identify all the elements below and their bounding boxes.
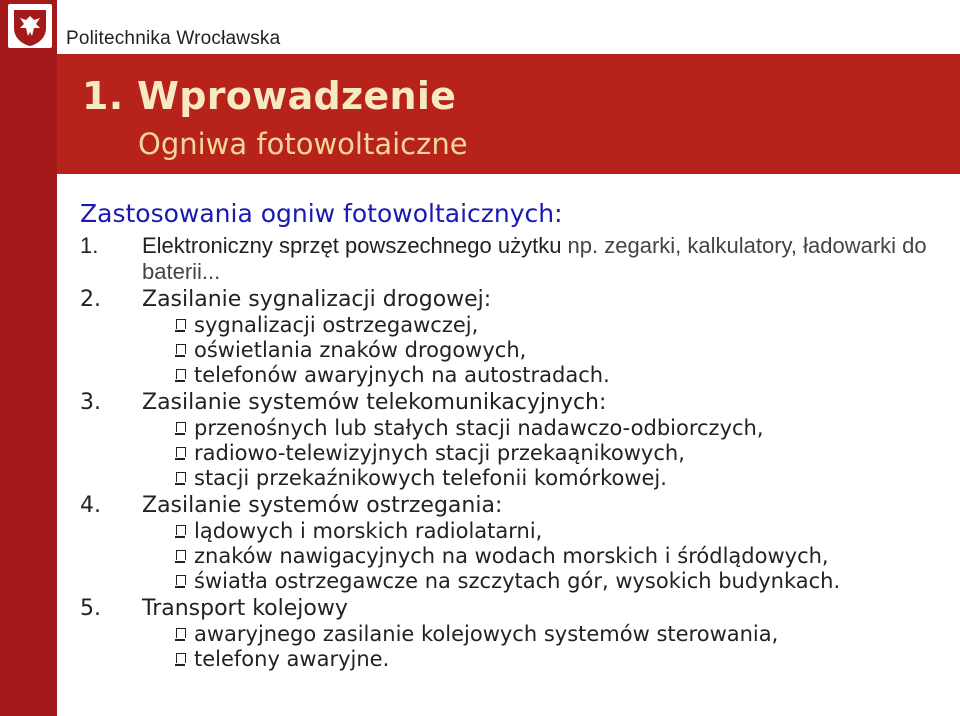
sub-item: sygnalizacji ostrzegawczej,	[80, 313, 940, 338]
sub-item: telefonów awaryjnych na autostradach.	[80, 363, 940, 388]
item-lead: Zasilanie systemów ostrzegania:	[142, 493, 503, 518]
bullet-icon	[176, 344, 186, 354]
sub-item: światła ostrzegawcze na szczytach gór, wysokich budynkach.	[80, 569, 940, 594]
eagle-crest-icon	[8, 4, 52, 48]
sub-item: stacji przekaźnikowych telefonii komórkowej.	[80, 466, 940, 491]
bullet-icon	[176, 525, 186, 535]
bullet-icon	[176, 319, 186, 329]
bullet-icon	[176, 550, 186, 560]
item-lead: Zasilanie sygnalizacji drogowej:	[142, 287, 492, 312]
item-number: 1.	[80, 233, 99, 258]
sub-item: znaków nawigacyjnych na wodach morskich i śródlądowych,	[80, 544, 940, 569]
list-item	[80, 287, 940, 388]
item-number: 3.	[80, 390, 101, 415]
slide-title: 1. Wprowadzenie	[82, 74, 457, 118]
sub-item: awaryjnego zasilanie kolejowych systemów sterowania,	[80, 622, 940, 647]
item-lead: Transport kolejowy	[142, 596, 348, 621]
content-heading: Zastosowania ogniw fotowoltaicznych:	[80, 199, 563, 228]
list-item	[80, 493, 940, 594]
item-lead: Elektroniczny sprzęt powszechnego użytku	[142, 233, 562, 258]
university-name: Politechnika Wrocławska	[66, 28, 281, 49]
sub-item: lądowych i morskich radiolatarni,	[80, 519, 940, 544]
bullet-icon	[176, 422, 186, 432]
sub-item: radiowo-telewizyjnych stacji przekaąnikowych,	[80, 441, 940, 466]
left-accent-bar	[0, 0, 57, 716]
bullet-icon	[176, 575, 186, 585]
sub-item: telefony awaryjne.	[80, 647, 940, 672]
list-item	[80, 233, 940, 285]
list-item	[80, 596, 940, 672]
item-rest: np. zegarki, kalkulatory, ładowarki do baterii...	[142, 233, 927, 284]
slide-subtitle: Ogniwa fotowoltaiczne	[138, 127, 468, 161]
bullet-icon	[176, 447, 186, 457]
bullet-icon	[176, 653, 186, 663]
slide-content	[80, 199, 940, 674]
list-item	[80, 390, 940, 491]
bullet-icon	[176, 472, 186, 482]
item-lead: Zasilanie systemów telekomunikacyjnych:	[142, 390, 607, 415]
item-number: 4.	[80, 493, 101, 518]
bullet-icon	[176, 369, 186, 379]
bullet-icon	[176, 628, 186, 638]
sub-item: przenośnych lub stałych stacji nadawczo-odbiorczych,	[80, 416, 940, 441]
sub-item: oświetlania znaków drogowych,	[80, 338, 940, 363]
item-number: 2.	[80, 287, 101, 312]
item-number: 5.	[80, 596, 101, 621]
